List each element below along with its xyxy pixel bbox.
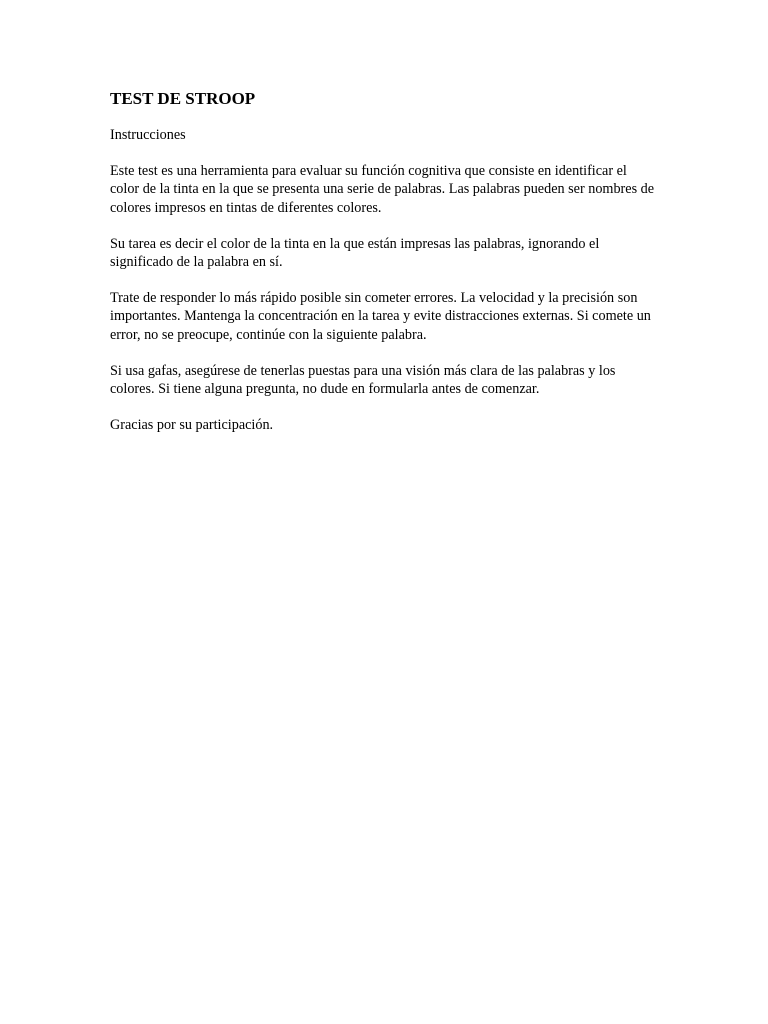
paragraph-description: Este test es una herramienta para evaluar su función cognitiva que consiste en identificar el color de la tinta en la que se presenta una serie de palabras. Las palabras pueden ser nombres de colores impresos en tintas de diferentes colores. <box>110 163 655 216</box>
paragraph-task: Su tarea es decir el color de la tinta en la que están impresas las palabras, ignorando el significado de la palabra en sí. <box>110 235 600 271</box>
paragraph-speed: Trate de responder lo más rápido posible sin cometer errores. La velocidad y la precisión son importantes. Mantenga la concentración en la tarea y evite distracciones externas. Si comete un error, no se preocupe, continúe con la siguiente palabra. <box>110 290 651 343</box>
document-title: TEST DE STROOP <box>110 89 256 108</box>
paragraph-thanks: Gracias por su participación. <box>110 417 274 434</box>
paragraph-glasses: Si usa gafas, asegúrese de tenerlas puestas para una visión más clara de las palabras y los colores. Si tiene alguna pregunta, no dude en formularla antes de comenzar. <box>110 362 616 398</box>
document-body <box>110 88 655 452</box>
section-heading-instructions: Instrucciones <box>110 127 186 143</box>
